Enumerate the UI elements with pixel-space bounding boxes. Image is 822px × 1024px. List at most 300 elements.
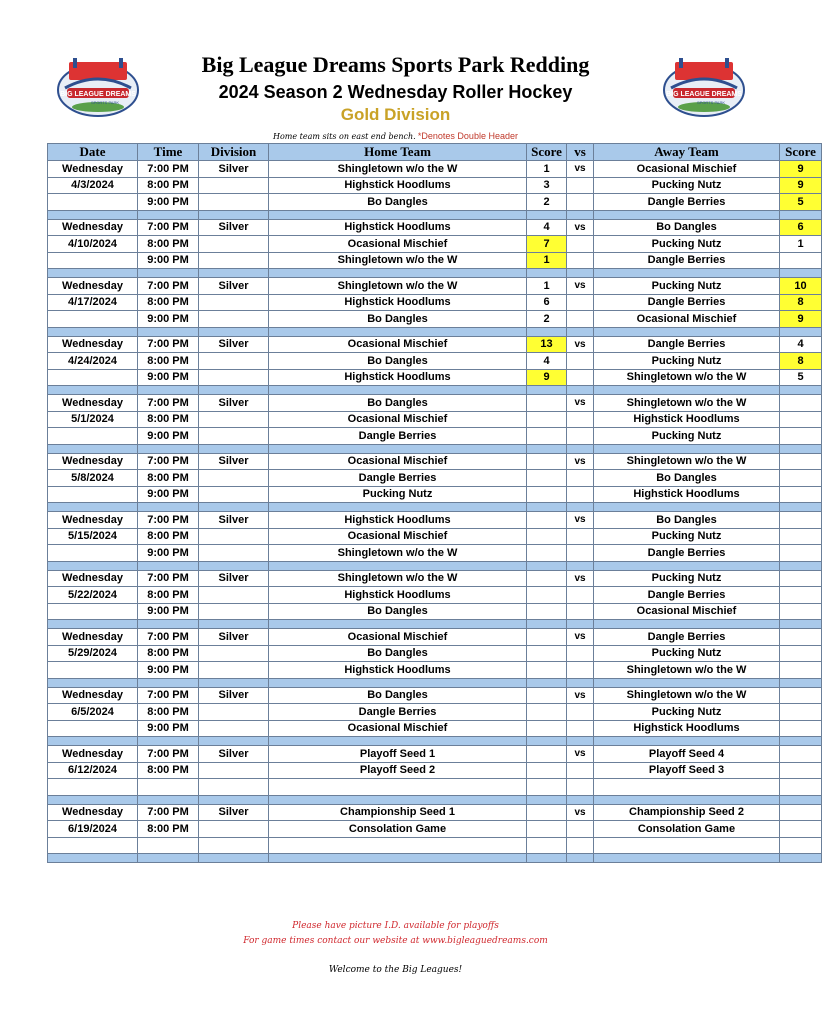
table-row (48, 603, 822, 620)
vs-cell: vs (567, 804, 594, 821)
week-separator-row (48, 561, 822, 570)
away-team-cell: Pucking Nutz (594, 570, 780, 587)
separator-cell (138, 327, 199, 336)
time-cell: 9:00 PM (138, 369, 199, 386)
svg-text:BIG LEAGUE DREAMS: BIG LEAGUE DREAMS (666, 91, 742, 98)
division-cell: Silver (199, 219, 269, 236)
table-row (48, 837, 822, 854)
separator-cell (199, 327, 269, 336)
away-score-cell (780, 821, 822, 838)
division-cell (199, 603, 269, 620)
vs-cell (567, 762, 594, 779)
vs-cell (567, 779, 594, 796)
division-cell: Silver (199, 746, 269, 763)
home-score-cell: 7 (527, 236, 567, 253)
home-score-cell (527, 545, 567, 562)
separator-cell (199, 737, 269, 746)
table-row (48, 587, 822, 604)
separator-cell (48, 269, 138, 278)
home-score-cell: 9 (527, 369, 567, 386)
date-cell (48, 311, 138, 328)
division-cell (199, 411, 269, 428)
away-team-cell: Shingletown w/o the W (594, 687, 780, 704)
time-cell: 7:00 PM (138, 746, 199, 763)
separator-cell (138, 503, 199, 512)
week-separator-row (48, 678, 822, 687)
separator-cell (527, 210, 567, 219)
separator-cell (594, 678, 780, 687)
schedule-note (0, 131, 791, 141)
home-score-cell (527, 687, 567, 704)
home-team-cell: Ocasional Mischief (269, 528, 527, 545)
division-cell (199, 645, 269, 662)
separator-cell (138, 678, 199, 687)
away-score-cell (780, 704, 822, 721)
vs-cell (567, 311, 594, 328)
separator-cell (780, 737, 822, 746)
separator-cell (269, 210, 527, 219)
separator-cell (594, 854, 780, 863)
week-separator-row (48, 854, 822, 863)
home-score-cell: 3 (527, 177, 567, 194)
home-team-cell: Bo Dangles (269, 645, 527, 662)
vs-cell (567, 486, 594, 503)
home-score-cell: 6 (527, 294, 567, 311)
division-cell (199, 545, 269, 562)
separator-cell (567, 210, 594, 219)
separator-cell (138, 561, 199, 570)
home-team-cell: Highstick Hoodlums (269, 219, 527, 236)
time-cell: 9:00 PM (138, 194, 199, 211)
away-score-cell (780, 428, 822, 445)
separator-cell (48, 444, 138, 453)
away-score-cell (780, 470, 822, 487)
separator-cell (594, 327, 780, 336)
away-team-cell: Dangle Berries (594, 629, 780, 646)
home-score-cell (527, 486, 567, 503)
away-score-cell (780, 779, 822, 796)
away-team-cell: Pucking Nutz (594, 704, 780, 721)
week-separator-row (48, 269, 822, 278)
home-team-cell: Highstick Hoodlums (269, 369, 527, 386)
week-separator-row (48, 503, 822, 512)
separator-cell (527, 737, 567, 746)
vs-cell (567, 194, 594, 211)
away-team-cell: Playoff Seed 4 (594, 746, 780, 763)
away-team-cell: Dangle Berries (594, 294, 780, 311)
time-cell: 8:00 PM (138, 645, 199, 662)
home-team-cell: Bo Dangles (269, 603, 527, 620)
away-score-cell (780, 453, 822, 470)
away-score-cell (780, 395, 822, 412)
home-team-cell: Shingletown w/o the W (269, 278, 527, 295)
vs-cell: vs (567, 687, 594, 704)
home-team-cell: Bo Dangles (269, 311, 527, 328)
division-cell (199, 194, 269, 211)
home-team-cell: Highstick Hoodlums (269, 587, 527, 604)
time-cell (138, 837, 199, 854)
table-row (48, 219, 822, 236)
time-cell: 8:00 PM (138, 704, 199, 721)
date-cell: Wednesday (48, 453, 138, 470)
table-row (48, 629, 822, 646)
away-score-cell (780, 837, 822, 854)
home-score-cell (527, 528, 567, 545)
table-row (48, 336, 822, 353)
separator-cell (567, 503, 594, 512)
away-score-cell (780, 570, 822, 587)
division-cell (199, 779, 269, 796)
away-team-cell: Pucking Nutz (594, 528, 780, 545)
away-team-cell: Shingletown w/o the W (594, 369, 780, 386)
home-score-cell (527, 821, 567, 838)
home-team-cell: Playoff Seed 1 (269, 746, 527, 763)
vs-cell (567, 177, 594, 194)
away-score-cell: 10 (780, 278, 822, 295)
time-cell: 8:00 PM (138, 528, 199, 545)
table-row (48, 762, 822, 779)
home-score-cell (527, 704, 567, 721)
footer-playoff-note: Please have picture I.D. available for playoffs (292, 921, 499, 931)
away-team-cell: Consolation Game (594, 821, 780, 838)
home-score-cell (527, 395, 567, 412)
home-score-cell (527, 837, 567, 854)
separator-cell (138, 269, 199, 278)
schedule-body (48, 161, 822, 863)
away-team-cell: Highstick Hoodlums (594, 411, 780, 428)
separator-cell (780, 444, 822, 453)
away-team-cell: Dangle Berries (594, 545, 780, 562)
separator-cell (269, 795, 527, 804)
home-team-cell: Highstick Hoodlums (269, 177, 527, 194)
column-header-home-team: Home Team (269, 144, 527, 161)
time-cell: 9:00 PM (138, 428, 199, 445)
date-cell: 6/5/2024 (48, 704, 138, 721)
table-row (48, 411, 822, 428)
table-row (48, 428, 822, 445)
separator-cell (138, 854, 199, 863)
date-cell (48, 194, 138, 211)
separator-cell (567, 620, 594, 629)
home-score-cell (527, 570, 567, 587)
separator-cell (48, 503, 138, 512)
date-cell: 4/3/2024 (48, 177, 138, 194)
home-team-cell: Ocasional Mischief (269, 629, 527, 646)
separator-cell (48, 620, 138, 629)
separator-cell (138, 386, 199, 395)
home-team-cell: Highstick Hoodlums (269, 662, 527, 679)
date-cell: 4/17/2024 (48, 294, 138, 311)
vs-cell (567, 252, 594, 269)
separator-cell (48, 561, 138, 570)
away-team-cell: Ocasional Mischief (594, 161, 780, 178)
table-row (48, 252, 822, 269)
vs-cell: vs (567, 278, 594, 295)
vs-cell (567, 353, 594, 370)
division-cell: Silver (199, 336, 269, 353)
separator-cell (199, 269, 269, 278)
vs-cell (567, 603, 594, 620)
away-score-cell: 9 (780, 311, 822, 328)
table-row (48, 294, 822, 311)
time-cell: 9:00 PM (138, 486, 199, 503)
separator-cell (594, 503, 780, 512)
home-team-note: Home team sits on east end bench. (273, 132, 416, 141)
vs-cell (567, 704, 594, 721)
date-cell: Wednesday (48, 570, 138, 587)
week-separator-row (48, 795, 822, 804)
time-cell: 8:00 PM (138, 587, 199, 604)
separator-cell (594, 795, 780, 804)
away-score-cell: 1 (780, 236, 822, 253)
vs-cell: vs (567, 453, 594, 470)
home-score-cell: 1 (527, 161, 567, 178)
separator-cell (527, 386, 567, 395)
separator-cell (48, 327, 138, 336)
vs-cell (567, 236, 594, 253)
home-team-cell (269, 779, 527, 796)
vs-cell (567, 587, 594, 604)
time-cell: 7:00 PM (138, 687, 199, 704)
week-separator-row (48, 386, 822, 395)
separator-cell (567, 795, 594, 804)
away-team-cell: Pucking Nutz (594, 236, 780, 253)
separator-cell (567, 561, 594, 570)
separator-cell (780, 620, 822, 629)
week-separator-row (48, 327, 822, 336)
separator-cell (269, 620, 527, 629)
separator-cell (527, 795, 567, 804)
home-team-cell: Ocasional Mischief (269, 720, 527, 737)
week-separator-row (48, 737, 822, 746)
vs-cell (567, 411, 594, 428)
division-cell (199, 662, 269, 679)
separator-cell (594, 269, 780, 278)
separator-cell (567, 444, 594, 453)
table-row (48, 278, 822, 295)
separator-cell (199, 678, 269, 687)
time-cell: 7:00 PM (138, 453, 199, 470)
table-header-row (48, 144, 822, 161)
time-cell: 7:00 PM (138, 804, 199, 821)
week-separator-row (48, 444, 822, 453)
vs-cell (567, 821, 594, 838)
column-header-away-score: Score (780, 144, 822, 161)
division-cell (199, 720, 269, 737)
separator-cell (780, 386, 822, 395)
footer-welcome: Welcome to the Big Leagues! (328, 965, 463, 975)
away-score-cell (780, 746, 822, 763)
time-cell: 8:00 PM (138, 236, 199, 253)
division-cell (199, 821, 269, 838)
date-cell (48, 837, 138, 854)
separator-cell (567, 678, 594, 687)
home-team-cell: Shingletown w/o the W (269, 161, 527, 178)
date-cell (48, 720, 138, 737)
separator-cell (567, 386, 594, 395)
home-team-cell: Dangle Berries (269, 428, 527, 445)
home-team-cell: Bo Dangles (269, 353, 527, 370)
away-team-cell: Bo Dangles (594, 219, 780, 236)
division-cell (199, 486, 269, 503)
away-team-cell: Playoff Seed 3 (594, 762, 780, 779)
division-cell: Silver (199, 687, 269, 704)
home-score-cell (527, 779, 567, 796)
home-score-cell: 4 (527, 219, 567, 236)
time-cell: 9:00 PM (138, 662, 199, 679)
separator-cell (780, 678, 822, 687)
division-cell (199, 294, 269, 311)
table-row (48, 779, 822, 796)
separator-cell (780, 561, 822, 570)
home-team-cell: Ocasional Mischief (269, 236, 527, 253)
away-team-cell: Shingletown w/o the W (594, 453, 780, 470)
away-score-cell (780, 512, 822, 529)
home-score-cell (527, 762, 567, 779)
vs-cell (567, 720, 594, 737)
separator-cell (269, 737, 527, 746)
time-cell: 9:00 PM (138, 311, 199, 328)
date-cell: Wednesday (48, 395, 138, 412)
date-cell (48, 369, 138, 386)
away-team-cell: Pucking Nutz (594, 428, 780, 445)
home-team-cell: Pucking Nutz (269, 486, 527, 503)
away-score-cell: 9 (780, 161, 822, 178)
table-row (48, 545, 822, 562)
time-cell: 8:00 PM (138, 353, 199, 370)
home-team-cell: Championship Seed 1 (269, 804, 527, 821)
table-row (48, 512, 822, 529)
home-score-cell: 13 (527, 336, 567, 353)
separator-cell (527, 269, 567, 278)
away-team-cell: Bo Dangles (594, 512, 780, 529)
home-team-cell: Ocasional Mischief (269, 453, 527, 470)
vs-cell: vs (567, 161, 594, 178)
vs-cell (567, 369, 594, 386)
separator-cell (567, 854, 594, 863)
home-score-cell (527, 662, 567, 679)
time-cell: 9:00 PM (138, 720, 199, 737)
separator-cell (199, 620, 269, 629)
week-separator-row (48, 620, 822, 629)
home-team-cell: Highstick Hoodlums (269, 512, 527, 529)
division-cell (199, 252, 269, 269)
time-cell: 8:00 PM (138, 470, 199, 487)
away-score-cell: 8 (780, 353, 822, 370)
home-score-cell (527, 453, 567, 470)
home-score-cell (527, 804, 567, 821)
home-team-cell: Dangle Berries (269, 470, 527, 487)
separator-cell (567, 269, 594, 278)
time-cell: 7:00 PM (138, 512, 199, 529)
home-team-cell: Bo Dangles (269, 194, 527, 211)
away-score-cell (780, 545, 822, 562)
separator-cell (138, 737, 199, 746)
separator-cell (48, 795, 138, 804)
home-score-cell (527, 746, 567, 763)
away-team-cell: Highstick Hoodlums (594, 486, 780, 503)
home-team-cell: Bo Dangles (269, 687, 527, 704)
home-score-cell: 1 (527, 252, 567, 269)
away-score-cell: 9 (780, 177, 822, 194)
separator-cell (138, 210, 199, 219)
division-cell: Silver (199, 512, 269, 529)
separator-cell (780, 269, 822, 278)
away-team-cell: Ocasional Mischief (594, 603, 780, 620)
separator-cell (269, 503, 527, 512)
vs-cell: vs (567, 629, 594, 646)
division-cell: Silver (199, 161, 269, 178)
home-team-cell: Playoff Seed 2 (269, 762, 527, 779)
table-row (48, 453, 822, 470)
separator-cell (594, 386, 780, 395)
table-row (48, 177, 822, 194)
division-cell (199, 704, 269, 721)
home-score-cell: 1 (527, 278, 567, 295)
home-score-cell (527, 720, 567, 737)
separator-cell (48, 678, 138, 687)
away-team-cell: Championship Seed 2 (594, 804, 780, 821)
division-cell: Silver (199, 278, 269, 295)
home-team-cell: Shingletown w/o the W (269, 252, 527, 269)
table-row (48, 645, 822, 662)
separator-cell (527, 327, 567, 336)
column-header-vs: vs (567, 144, 594, 161)
away-score-cell (780, 411, 822, 428)
home-score-cell: 4 (527, 353, 567, 370)
date-cell: 6/19/2024 (48, 821, 138, 838)
vs-cell: vs (567, 395, 594, 412)
separator-cell (269, 854, 527, 863)
separator-cell (780, 503, 822, 512)
home-team-cell: Dangle Berries (269, 704, 527, 721)
away-score-cell (780, 629, 822, 646)
column-header-division: Division (199, 144, 269, 161)
separator-cell (269, 327, 527, 336)
date-cell: 5/1/2024 (48, 411, 138, 428)
separator-cell (527, 854, 567, 863)
division-cell: Silver (199, 629, 269, 646)
column-header-away-team: Away Team (594, 144, 780, 161)
home-team-cell (269, 837, 527, 854)
division-title: Gold Division (340, 105, 451, 124)
away-score-cell (780, 662, 822, 679)
time-cell: 7:00 PM (138, 219, 199, 236)
vs-cell (567, 294, 594, 311)
away-score-cell (780, 587, 822, 604)
date-cell: Wednesday (48, 278, 138, 295)
vs-cell (567, 645, 594, 662)
table-row (48, 236, 822, 253)
separator-cell (527, 678, 567, 687)
home-score-cell (527, 512, 567, 529)
home-score-cell (527, 603, 567, 620)
away-team-cell: Dangle Berries (594, 252, 780, 269)
separator-cell (527, 620, 567, 629)
separator-cell (594, 737, 780, 746)
date-cell: 5/15/2024 (48, 528, 138, 545)
table-row (48, 720, 822, 737)
division-cell (199, 837, 269, 854)
home-team-cell: Highstick Hoodlums (269, 294, 527, 311)
time-cell: 7:00 PM (138, 161, 199, 178)
svg-text:SPORTS PARK: SPORTS PARK (696, 100, 726, 105)
time-cell: 7:00 PM (138, 395, 199, 412)
home-team-cell: Shingletown w/o the W (269, 545, 527, 562)
division-cell (199, 311, 269, 328)
separator-cell (48, 737, 138, 746)
separator-cell (567, 737, 594, 746)
